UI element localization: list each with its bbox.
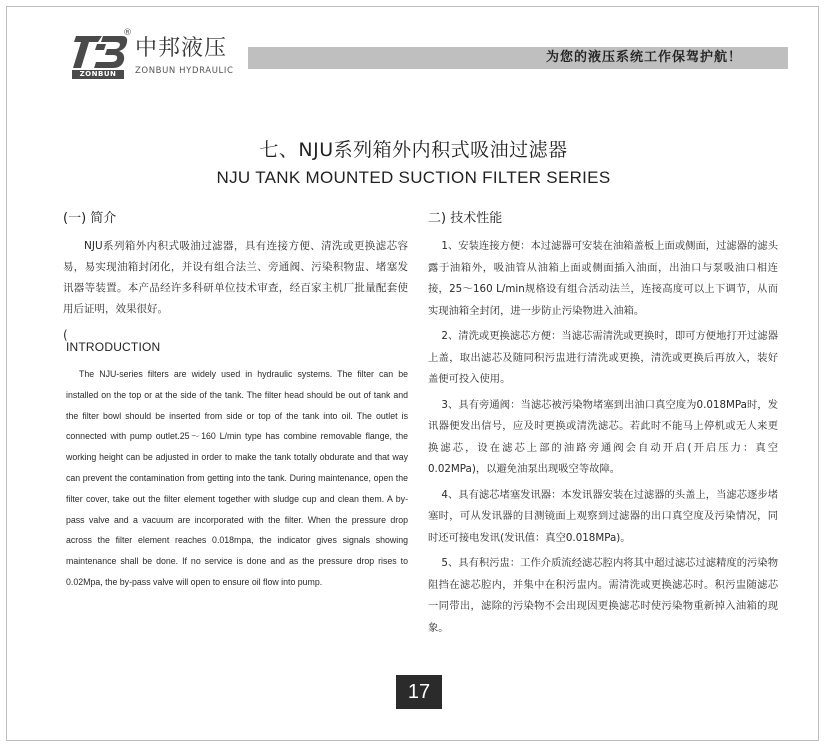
performance-column — [428, 207, 778, 643]
intro-column — [63, 207, 408, 593]
page-title-cn: 七、NJU系列箱外内积式吸油过滤器 — [259, 139, 568, 161]
performance-item: 2、清洗或更换滤芯方便：当滤芯需清洗或更换时，即可方便地打开过滤器上盖，取出滤芯及随同积污盅进行清洗或更换，清洗或更换后再放入，装好盖便可投入使用。 — [428, 330, 778, 385]
page-title-en: NJU TANK MOUNTED SUCTION FILTER SERIES — [216, 168, 611, 187]
intro-body-cn: NJU系列箱外内积式吸油过滤器，具有连接方便、清洗或更换滤芯容易，易实现油箱封闭化，并设有组合法兰、旁通阀、污染积物盅、堵塞发讯器等装置。本产品经许多科研单位技术审查，经百家主机厂批量配套使用后证明，效果很好。 — [63, 240, 408, 315]
intro-heading-en: INTRODUCTION — [66, 340, 161, 354]
brand-name-cn: 中邦液压 — [135, 36, 228, 61]
performance-heading: 二) 技术性能 — [428, 211, 503, 226]
stray-mark: ( — [63, 328, 68, 342]
logo-subtext: ZONBUN — [72, 70, 124, 79]
performance-item: 1、安装连接方便：本过滤器可安装在油箱盖板上面或侧面，过滤器的滤头露于油箱外，吸油管从油箱上面或侧面插入油面，出油口与泵吸油口相连接，25～160 L/min规格设有组合活动法兰，连接高度可以上下调节，从而实现油箱全封闭，进一步防止污染物进入油箱。 — [428, 240, 778, 317]
intro-heading: (一) 简介 — [63, 211, 117, 226]
performance-item: 5、具有积污盅：工作介质流经滤芯腔内将其中超过滤芯过滤精度的污染物阻挡在滤芯腔内，并集中在积污盅内。需清洗或更换滤芯时。积污盅随滤芯一同带出，滤除的污染物不会出现因更换滤芯时使污染物重新掉入油箱的现象。 — [428, 557, 778, 634]
zonbun-logo-icon — [72, 34, 128, 70]
performance-item: 4、具有滤芯堵塞发讯器：本发讯器安装在过滤器的头盖上，当滤芯逐步堵塞时，可从发讯器的目测镜面上观察到过滤器的出口真空度及污染情况，同时还可接电发讯(发讯值：真空0.018MPa)。 — [428, 488, 778, 544]
brand-name-en: ZONBUN HYDRAULIC — [135, 66, 234, 76]
slogan-bar — [248, 47, 788, 69]
slogan-text: 为您的液压系统工作保驾护航！ — [545, 50, 742, 65]
page-number: 17 — [396, 675, 442, 709]
registered-mark: ® — [123, 28, 132, 38]
performance-item: 3、具有旁通阀：当滤芯被污染物堵塞到出油口真空度为0.018MPa时，发讯器便发出信号，应及时更换或清洗滤芯。若此时不能马上停机或无人来更换滤芯，设在滤芯上部的油路旁通阀会自动开启(开启压力：真空0.02MPa)，以避免油泵出现吸空等故障。 — [428, 398, 778, 475]
intro-body-en: The NJU-series filters are widely used in hydraulic systems. The filter can be installed on the top or at the side of the tank. The filter head should be out of tank and the filter bowl should be inserted from side or top of the tank into oil. The outlet is connected with pump outlet.25～160 L/min type has combine removable flange, the working height can be adjusted in order to make the tank totally obdurate and that way can prevent the contamination from getting into the tank. During maintenance, open the filter cover, take out the filter element together with sludge cup and clean them. A by-pass valve and a vacuum are incorporated with the filter. When the pressure drop across the filter element reaches 0.018mpa, the indicator gives signals showing maintenance shall be done. If no service is done and as the pressure drop rises to 0.02Mpa, the by-pass valve will open to ensure oil flow into pump. — [66, 369, 408, 587]
